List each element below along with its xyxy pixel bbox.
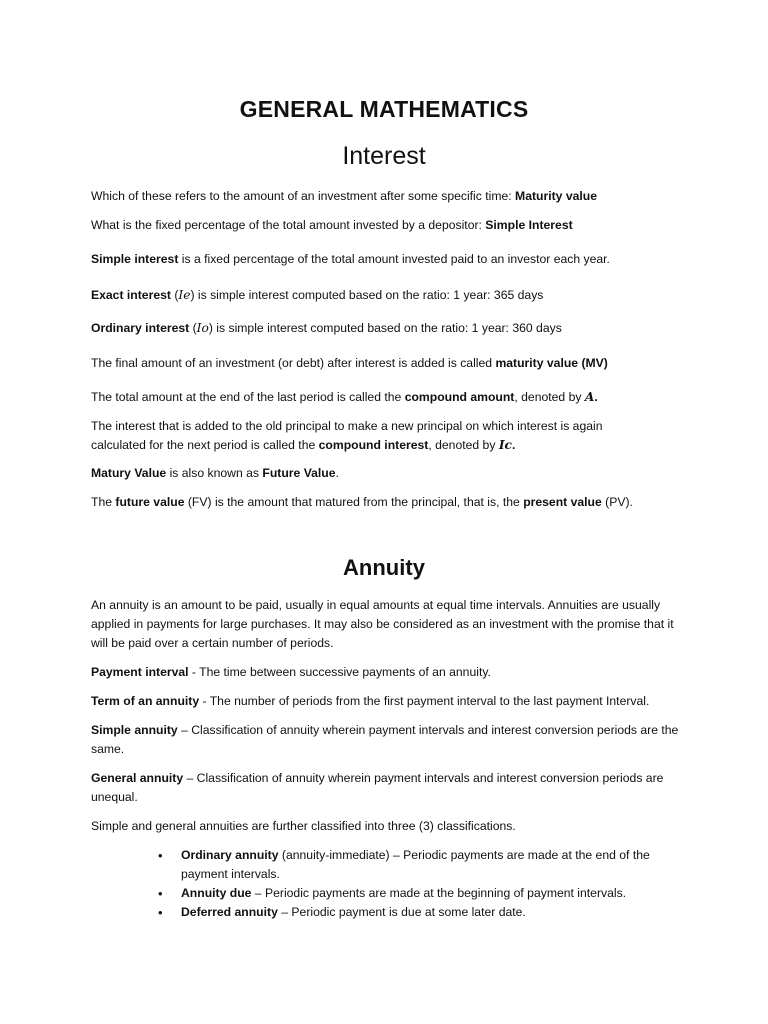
future-value-alias: Matury Value is also known as Future Value. (91, 466, 339, 480)
compound-interest-definition-line-2: calculated for the next period is called the compound interest, denoted by Ic. (91, 438, 516, 452)
compound-interest-definition-line-1: The interest that is added to the old principal to make a new principal on which interest is again (91, 419, 603, 433)
compound-amount-definition: The total amount at the end of the last period is called the compound amount, denoted by A. (91, 390, 598, 404)
simple-annuity-definition: Simple annuity – Classification of annuity wherein payment intervals and interest conversion periods are the same. (91, 723, 679, 756)
bullet-icon: • (158, 848, 163, 863)
simple-interest-definition: Simple interest is a fixed percentage of the total amount invested paid to an investor each year. (91, 252, 610, 266)
interest-heading: Interest (342, 142, 426, 170)
classifications-intro: Simple and general annuities are further classified into three (3) classifications. (91, 819, 516, 833)
payment-interval-definition: Payment interval - The time between successive payments of an annuity. (91, 665, 491, 679)
ordinary-interest-definition: Ordinary interest (Io) is simple interest computed based on the ratio: 1 year: 360 days (91, 321, 562, 335)
exact-interest-definition: Exact interest (Ie) is simple interest computed based on the ratio: 1 year: 365 days (91, 288, 544, 302)
maturity-value-definition: The final amount of an investment (or debt) after interest is added is called maturity value (MV) (91, 356, 608, 370)
future-value-definition: The future value (FV) is the amount that matured from the principal, that is, the present value (PV). (91, 495, 633, 509)
annuity-heading: Annuity (343, 555, 425, 580)
interest-line-1: Which of these refers to the amount of an investment after some specific time: Maturity value (91, 189, 597, 203)
list-item: • Ordinary annuity (annuity-immediate) – Periodic payments are made at the end of the payment intervals. (158, 848, 650, 881)
interest-line-2: What is the fixed percentage of the total amount invested by a depositor: Simple Interest (91, 218, 573, 232)
general-annuity-definition: General annuity – Classification of annuity wherein payment intervals and interest conversion periods are unequal. (91, 771, 664, 804)
document-title: GENERAL MATHEMATICS (239, 96, 529, 122)
term-of-annuity-definition: Term of an annuity - The number of periods from the first payment interval to the last payment Interval. (91, 694, 650, 708)
bullet-icon: • (158, 886, 163, 901)
annuity-classification-list (0, 846, 768, 922)
list-item: • Deferred annuity – Periodic payment is due at some later date. (158, 905, 526, 920)
list-item: • Annuity due – Periodic payments are made at the beginning of payment intervals. (158, 886, 627, 901)
annuity-intro: An annuity is an amount to be paid, usually in equal amounts at equal time intervals. Annuities are usually applied in payments for large purchases. It may also be considered as an investment with the promise that it will be paid over a certain number of periods. (91, 598, 674, 650)
bullet-icon: • (158, 905, 163, 920)
